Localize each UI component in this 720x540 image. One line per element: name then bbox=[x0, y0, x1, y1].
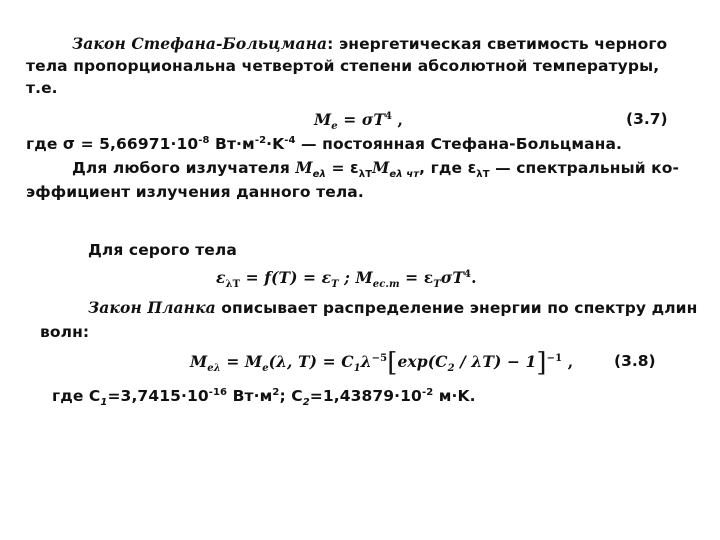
eq37-tail: , bbox=[392, 110, 404, 129]
emitter-eps2-sub: λT bbox=[476, 169, 490, 181]
gray-eq-d-sub: T bbox=[433, 279, 441, 291]
equation-number-3-8: (3.8) bbox=[614, 352, 656, 370]
gray-body-equation bbox=[216, 268, 477, 291]
equation-3-7 bbox=[314, 110, 404, 133]
sigma-exp-1: -8 bbox=[198, 134, 210, 146]
const-e: =1,43879·10 bbox=[309, 387, 422, 405]
emitter-rest: , где ε bbox=[419, 159, 477, 177]
stefan-law-line-1 bbox=[72, 34, 667, 54]
stefan-law-line-2: тела пропорциональна четвертой степени абсолютной температуры, bbox=[26, 57, 660, 75]
eq38-f: / λT) − 1 bbox=[454, 352, 537, 371]
sigma-exp-3: -4 bbox=[284, 134, 296, 146]
const-b: =3,7415·10 bbox=[107, 387, 209, 405]
planck-line-1-text: описывает распределение энергии по спектру длин bbox=[215, 299, 698, 317]
emitter-m: M bbox=[295, 158, 313, 177]
gray-eq-b-sub: T bbox=[331, 279, 339, 291]
emitter-m-sub: eλ bbox=[312, 169, 326, 181]
eq37-rhs-sup: 4 bbox=[384, 110, 393, 122]
emitter-prefix: Для любого излучателя bbox=[72, 159, 296, 177]
gray-eq-f: . bbox=[471, 268, 477, 287]
planck-line-2: волн: bbox=[40, 323, 90, 341]
sigma-text: где σ = 5,66971·10 bbox=[26, 135, 199, 153]
stefan-law-line-3: т.е. bbox=[26, 79, 58, 97]
const-d-sub: 2 bbox=[302, 397, 310, 409]
eq38-tail: , bbox=[562, 352, 574, 371]
const-a-sub: 1 bbox=[100, 397, 108, 409]
planck-law-name: Закон Планка bbox=[88, 298, 216, 317]
gray-body-heading: Для серого тела bbox=[88, 241, 237, 259]
sigma-definition bbox=[26, 134, 622, 154]
stefan-law-name: Закон Стефана-Больцмана bbox=[72, 34, 328, 53]
const-c: Вт·м bbox=[227, 387, 273, 405]
emitter-line-2: эффициент излучения данного тела. bbox=[26, 183, 364, 201]
const-f: м·K. bbox=[433, 387, 476, 405]
eq37-rhs: = σT bbox=[337, 110, 385, 129]
sigma-exp-2: -2 bbox=[254, 134, 267, 146]
sigma-units: Вт·м bbox=[209, 135, 255, 153]
planck-constants bbox=[52, 386, 476, 409]
emitter-m2: M bbox=[372, 158, 390, 177]
eq38-b: = M bbox=[220, 352, 263, 371]
gray-eq-c-sub: ес.т bbox=[372, 279, 400, 291]
gray-eq-e-sup: 4 bbox=[464, 268, 472, 280]
stefan-law-line-1-text: : энергетическая светимость черного bbox=[327, 35, 668, 53]
emitter-eq: = ε bbox=[325, 159, 359, 177]
gray-eq-e: σT bbox=[440, 268, 465, 287]
emitter-eps-sub: λT bbox=[358, 169, 373, 181]
emitter-rest-2: — спектральный ко- bbox=[489, 159, 680, 177]
eq38-d: λ bbox=[360, 352, 372, 371]
eq38-e: exp(C bbox=[397, 352, 448, 371]
gray-eq-c: ; M bbox=[338, 268, 373, 287]
planck-line-1 bbox=[88, 298, 697, 318]
eq38-c: (λ, T) = C bbox=[268, 352, 354, 371]
eq38-c-sub: 1 bbox=[353, 363, 361, 375]
eq38-d-sup: −5 bbox=[371, 352, 388, 364]
emitter-m2-sub: eλ чт bbox=[389, 169, 420, 181]
equation-number-3-7: (3.7) bbox=[626, 110, 668, 128]
gray-eq-a: ε bbox=[216, 268, 226, 287]
eq38-a: M bbox=[190, 352, 208, 371]
gray-eq-d: = ε bbox=[399, 268, 434, 287]
eq37-lhs: M bbox=[314, 110, 332, 129]
eq38-a-sub: eλ bbox=[207, 363, 221, 375]
const-b-sup: -16 bbox=[208, 386, 228, 398]
eq37-lhs-sub: e bbox=[331, 121, 338, 133]
eq38-f-sup: −1 bbox=[546, 352, 563, 364]
const-e-sup: -2 bbox=[421, 386, 434, 398]
sigma-units-2: ·K bbox=[266, 135, 285, 153]
const-c-sup: 2 bbox=[272, 386, 280, 398]
eq38-b-sub: e bbox=[262, 363, 269, 375]
emitter-line-1 bbox=[72, 158, 680, 181]
sigma-rest: — постоянная Стефана-Больцмана. bbox=[295, 135, 622, 153]
equation-3-8 bbox=[190, 348, 574, 378]
eq38-left-bracket: [ bbox=[387, 348, 398, 378]
const-d: ; C bbox=[279, 387, 303, 405]
gray-eq-b: = f(T) = ε bbox=[240, 268, 332, 287]
eq38-e-sub: 2 bbox=[447, 363, 455, 375]
const-a: где C bbox=[52, 387, 101, 405]
eq38-right-bracket: ] bbox=[536, 348, 547, 378]
gray-eq-a-sub: λT bbox=[225, 279, 241, 291]
